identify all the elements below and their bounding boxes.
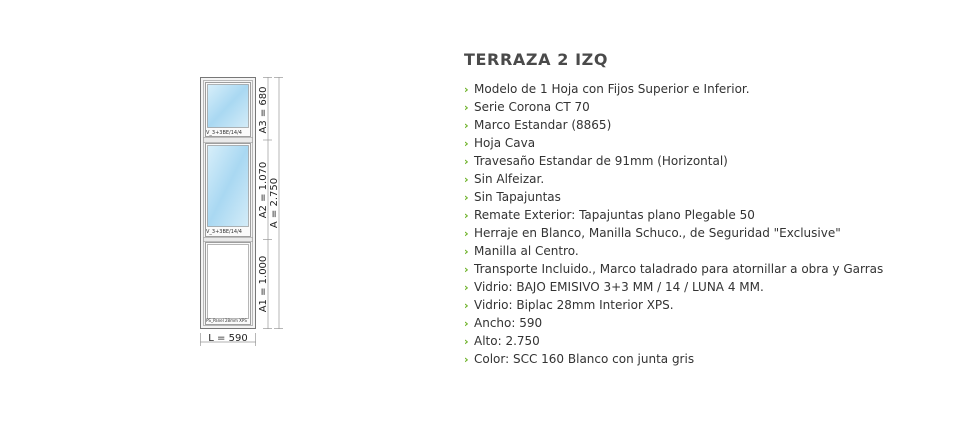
chevron-right-icon: ›	[464, 299, 469, 312]
spec-text: Herraje en Blanco, Manilla Schuco., de Seguridad "Exclusive"	[474, 226, 841, 240]
product-title: TERRAZA 2 IZQ	[464, 50, 609, 69]
chevron-right-icon: ›	[464, 353, 469, 366]
chevron-right-icon: ›	[464, 263, 469, 276]
chevron-right-icon: ›	[464, 245, 469, 258]
chevron-right-icon: ›	[464, 281, 469, 294]
dimension-l-width: L = 590	[208, 333, 248, 344]
chevron-right-icon: ›	[464, 101, 469, 114]
spec-text: Marco Estandar (8865)	[474, 118, 612, 132]
spec-text: Travesaño Estandar de 91mm (Horizontal)	[474, 154, 728, 168]
spec-text: Hoja Cava	[474, 136, 536, 150]
spec-item	[464, 80, 964, 98]
spec-item	[464, 278, 964, 296]
spec-item	[464, 116, 964, 134]
chevron-right-icon: ›	[464, 119, 469, 132]
spec-item	[464, 170, 964, 188]
spec-text: Transporte Incluido., Marco taladrado para atornillar a obra y Garras	[474, 262, 884, 276]
spec-item	[464, 332, 964, 350]
chevron-right-icon: ›	[464, 155, 469, 168]
spec-text: Serie Corona CT 70	[474, 100, 590, 114]
spec-item	[464, 98, 964, 116]
spec-text: Manilla al Centro.	[474, 244, 579, 258]
spec-text: Vidrio: BAJO EMISIVO 3+3 MM / 14 / LUNA 4 MM.	[474, 280, 764, 294]
spec-item	[464, 152, 964, 170]
dimension-a2: A2 = 1.070	[258, 161, 269, 219]
spec-text: Color: SCC 160 Blanco con junta gris	[474, 352, 695, 366]
spec-item	[464, 206, 964, 224]
spec-item	[464, 134, 964, 152]
bottom-panel-label: PS_Panel 28mm XPS	[206, 318, 247, 323]
spec-item	[464, 224, 964, 242]
chevron-right-icon: ›	[464, 83, 469, 96]
spec-item	[464, 314, 964, 332]
spec-text: Remate Exterior: Tapajuntas plano Plegable 50	[474, 208, 755, 222]
spec-text: Modelo de 1 Hoja con Fijos Superior e Inferior.	[474, 82, 750, 96]
spec-item	[464, 188, 964, 206]
spec-panel	[464, 50, 964, 368]
middle-glass-pane	[208, 146, 249, 227]
spec-text: Vidrio: Biplac 28mm Interior XPS.	[474, 298, 674, 312]
chevron-right-icon: ›	[464, 335, 469, 348]
chevron-right-icon: ›	[464, 209, 469, 222]
top-glass-pane	[208, 85, 249, 128]
dimension-a3: A3 = 680	[258, 86, 269, 134]
lower-transom	[204, 238, 253, 242]
spec-text: Ancho: 590	[474, 316, 543, 330]
spec-list	[464, 80, 964, 368]
top-glass-label: V_3+3BE/14/4	[206, 130, 242, 136]
chevron-right-icon: ›	[464, 191, 469, 204]
spec-item	[464, 242, 964, 260]
chevron-right-icon: ›	[464, 317, 469, 330]
window-elevation-drawing	[0, 0, 330, 360]
middle-glass-label: V_3+3BE/14/4	[206, 229, 242, 235]
chevron-right-icon: ›	[464, 137, 469, 150]
dimension-a-total: A = 2.750	[269, 177, 280, 229]
spec-text: Alto: 2.750	[474, 334, 540, 348]
bottom-opaque-panel	[208, 245, 249, 319]
spec-item	[464, 296, 964, 314]
spec-item	[464, 350, 964, 368]
spec-text: Sin Tapajuntas	[474, 190, 561, 204]
spec-item	[464, 260, 964, 278]
spec-text: Sin Alfeizar.	[474, 172, 545, 186]
chevron-right-icon: ›	[464, 173, 469, 186]
upper-transom	[204, 138, 253, 143]
chevron-right-icon: ›	[464, 227, 469, 240]
dimension-a1: A1 = 1.000	[258, 255, 269, 313]
